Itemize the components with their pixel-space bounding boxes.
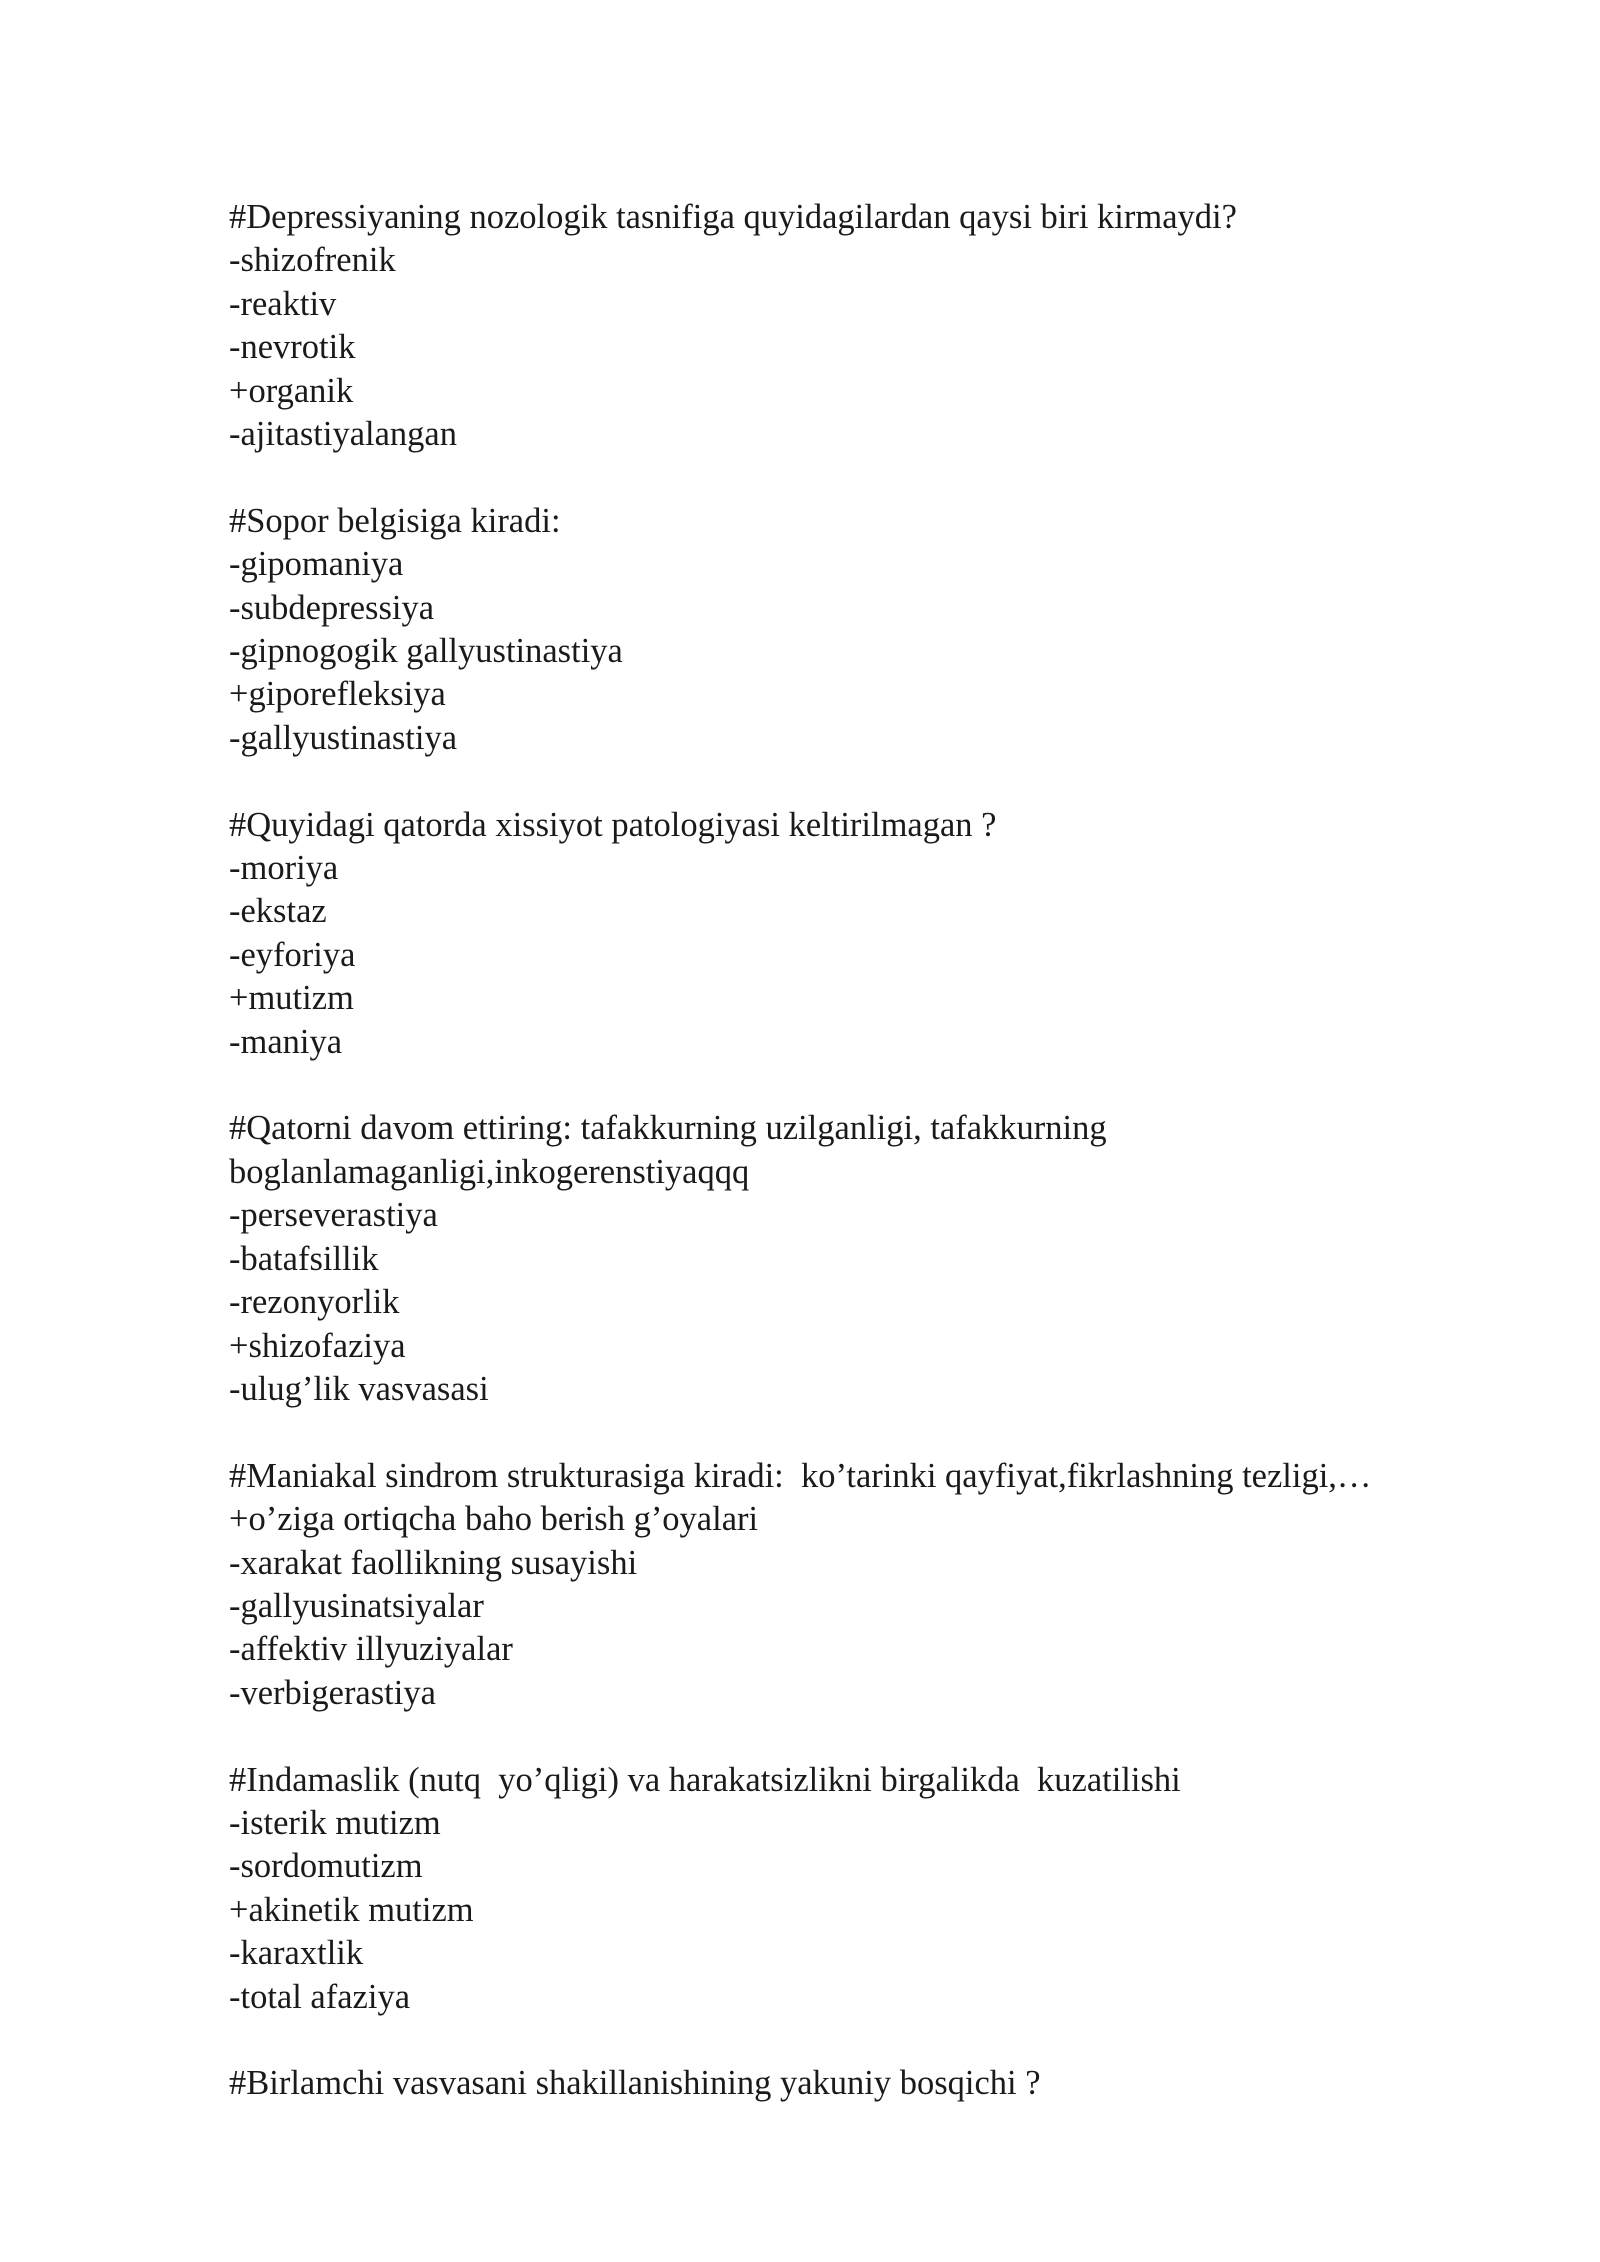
question-block: [229, 2062, 1529, 2105]
answer-option: -batafsillik: [229, 1239, 379, 1278]
question-block: [229, 1759, 1529, 2019]
question-block: [229, 500, 1529, 760]
question-text: #Indamaslik (nutq yo’qligi) va harakatsizlikni birgalikda kuzatilishi: [229, 1760, 1181, 1799]
question-text: #Sopor belgisiga kiradi:: [229, 501, 561, 540]
answer-option-correct: +mutizm: [229, 979, 354, 1018]
answer-option: -total afaziya: [229, 1977, 411, 2016]
question-block: [229, 196, 1529, 456]
answer-option: -rezonyorlik: [229, 1283, 400, 1322]
answer-option: -eyforiya: [229, 935, 356, 974]
answer-option-correct: +giporefleksiya: [229, 675, 446, 714]
answer-option: -xarakat faollikning susayishi: [229, 1543, 638, 1582]
answer-option: -sordomutizm: [229, 1847, 423, 1886]
answer-option: -gipomaniya: [229, 545, 404, 584]
answer-option: -reaktiv: [229, 284, 337, 323]
document-page: [229, 196, 1529, 2149]
answer-option: -ulug’lik vasvasasi: [229, 1369, 489, 1408]
question-text: #Maniakal sindrom strukturasiga kiradi: ko’tarinki qayfiyat,fikrlashning tezligi,…: [229, 1456, 1372, 1495]
question-text: #Depressiyaning nozologik tasnifiga quyidagilardan qaysi biri kirmaydi?: [229, 198, 1237, 236]
answer-option: -ajitastiyalangan: [229, 415, 457, 454]
answer-option: -gipnogogik gallyustinastiya: [229, 632, 623, 671]
answer-option: -nevrotik: [229, 328, 356, 367]
question-text-continued: boglanlamaganligi,inkogerenstiyaqqq: [229, 1152, 750, 1191]
answer-option-correct: +organik: [229, 371, 354, 410]
answer-option: -subdepressiya: [229, 588, 435, 627]
answer-option: -ekstaz: [229, 892, 327, 931]
answer-option-correct: +shizofaziya: [229, 1326, 406, 1365]
answer-option-correct: +o’ziga ortiqcha baho berish g’oyalari: [229, 1500, 759, 1539]
answer-option: -karaxtlik: [229, 1934, 364, 1973]
question-block: [229, 1455, 1529, 1715]
answer-option: -shizofrenik: [229, 241, 396, 280]
answer-option: -affektiv illyuziyalar: [229, 1630, 513, 1669]
question-block: [229, 804, 1529, 1064]
answer-option: -gallyustinastiya: [229, 718, 458, 757]
answer-option: -moriya: [229, 849, 339, 888]
answer-option-correct: +akinetik mutizm: [229, 1890, 474, 1929]
answer-option: -maniya: [229, 1022, 343, 1061]
answer-option: -verbigerastiya: [229, 1673, 436, 1712]
question-text: #Qatorni davom ettiring: tafakkurning uzilganligi, tafakkurning: [229, 1109, 1107, 1148]
question-text: #Quyidagi qatorda xissiyot patologiyasi keltirilmagan ?: [229, 805, 997, 844]
answer-option: -gallyusinatsiyalar: [229, 1586, 484, 1625]
answer-option: -perseverastiya: [229, 1196, 438, 1235]
question-block: [229, 1107, 1529, 1411]
answer-option: -isterik mutizm: [229, 1803, 441, 1842]
question-text: #Birlamchi vasvasani shakillanishining yakuniy bosqichi ?: [229, 2064, 1041, 2103]
